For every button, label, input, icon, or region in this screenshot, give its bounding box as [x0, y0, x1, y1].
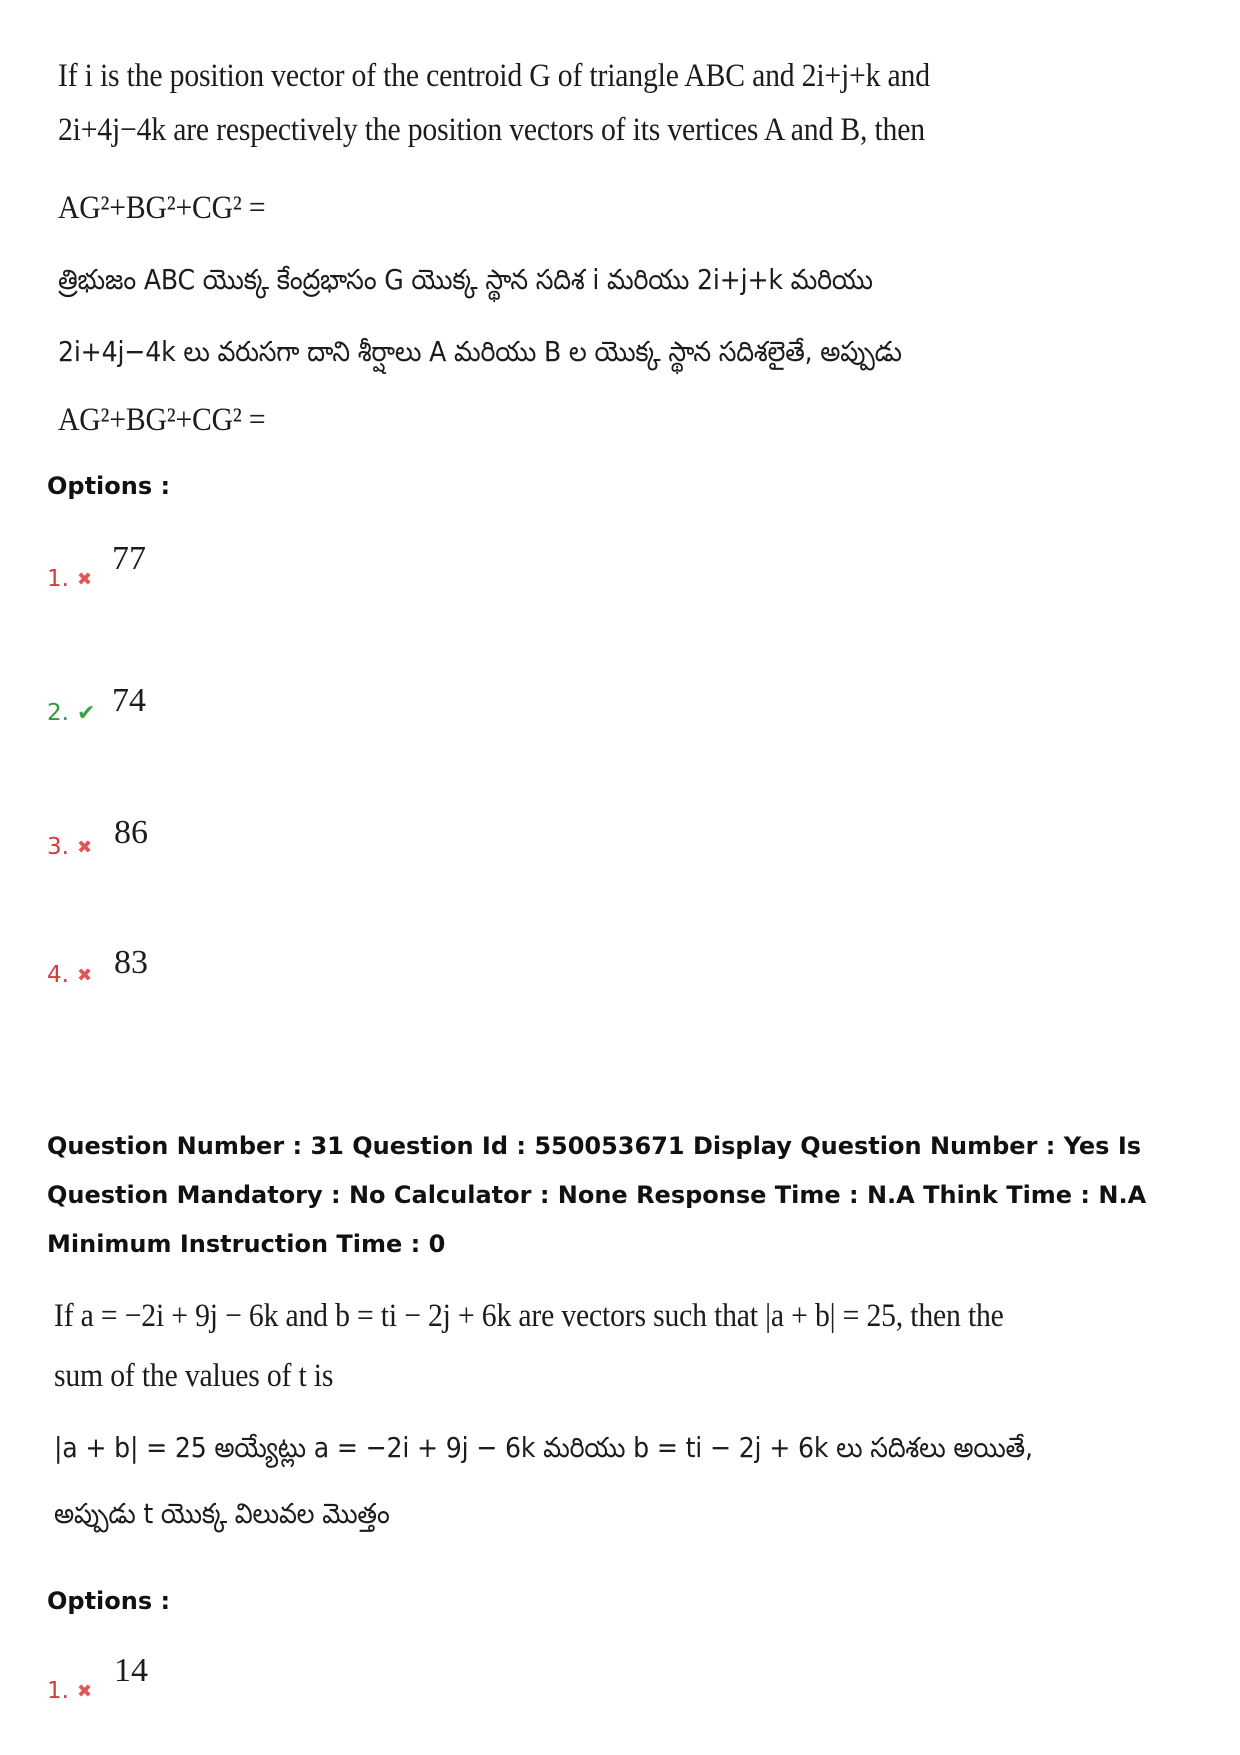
q30-option-1-value: 77	[112, 540, 146, 577]
cross-icon: ✖	[77, 568, 93, 590]
q30-text-line-3: AG²+BG²+CG² =	[58, 190, 266, 226]
cross-icon: ✖	[77, 964, 93, 986]
q30-option-4-value: 83	[114, 944, 148, 981]
option-number: 2.	[47, 700, 69, 726]
q31-meta: Question Number : 31 Question Id : 550053671 Display Question Number : Yes Is Question Mandatory : No Calculator : None Response Time : N.A Think Time : N.A Minimum Instruction Time : 0	[47, 1132, 1147, 1258]
cross-icon: ✖	[77, 1680, 93, 1702]
q30-option-2[interactable]	[47, 700, 101, 726]
option-number: 1.	[47, 566, 69, 592]
q30-option-3-value: 86	[114, 814, 148, 851]
q31-text-line-4: అప్పుడు t యొక్క విలువల మొత్తం	[54, 1497, 390, 1530]
q31-options-label: Options :	[47, 1587, 171, 1615]
cross-icon: ✖	[77, 836, 93, 858]
q30-text-line-4: త్రిభుజం ABC యొక్క కేంద్రభాసం G యొక్క స్థాన సదిశ i మరియు 2i+j+k మరియు	[58, 263, 873, 296]
q31-option-1-value: 14	[114, 1652, 148, 1689]
q30-text-line-1: If i is the position vector of the centroid G of triangle ABC and 2i+j+k and	[58, 58, 930, 94]
q30-text-line-6: AG²+BG²+CG² =	[58, 402, 266, 438]
q31-text-line-1: If a = −2i + 9j − 6k and b = ti − 2j + 6k are vectors such that |a + b| = 25, then the	[54, 1298, 1004, 1334]
q31-text-line-2: sum of the values of t is	[54, 1358, 334, 1394]
q30-option-4[interactable]	[47, 962, 101, 988]
q31-option-1[interactable]	[47, 1678, 101, 1704]
check-icon: ✔	[77, 700, 96, 726]
q30-option-2-value: 74	[112, 682, 146, 719]
q30-options-label: Options :	[47, 472, 171, 500]
q30-option-1[interactable]	[47, 566, 101, 592]
option-number: 4.	[47, 962, 69, 988]
option-number: 3.	[47, 834, 69, 860]
q31-text-line-3: |a + b| = 25 అయ్యేట్లు a = −2i + 9j − 6k మరియు b = ti − 2j + 6k లు సదిశలు అయితే,	[54, 1431, 1033, 1464]
q30-text-line-5: 2i+4j−4k లు వరుసగా దాని శీర్షాలు A మరియు B ల యొక్క స్థాన సదిశలైతే, అప్పుడు	[58, 335, 902, 368]
q30-text-line-2: 2i+4j−4k are respectively the position vectors of its vertices A and B, then	[58, 112, 925, 148]
option-number: 1.	[47, 1678, 69, 1704]
q30-option-3[interactable]	[47, 834, 101, 860]
